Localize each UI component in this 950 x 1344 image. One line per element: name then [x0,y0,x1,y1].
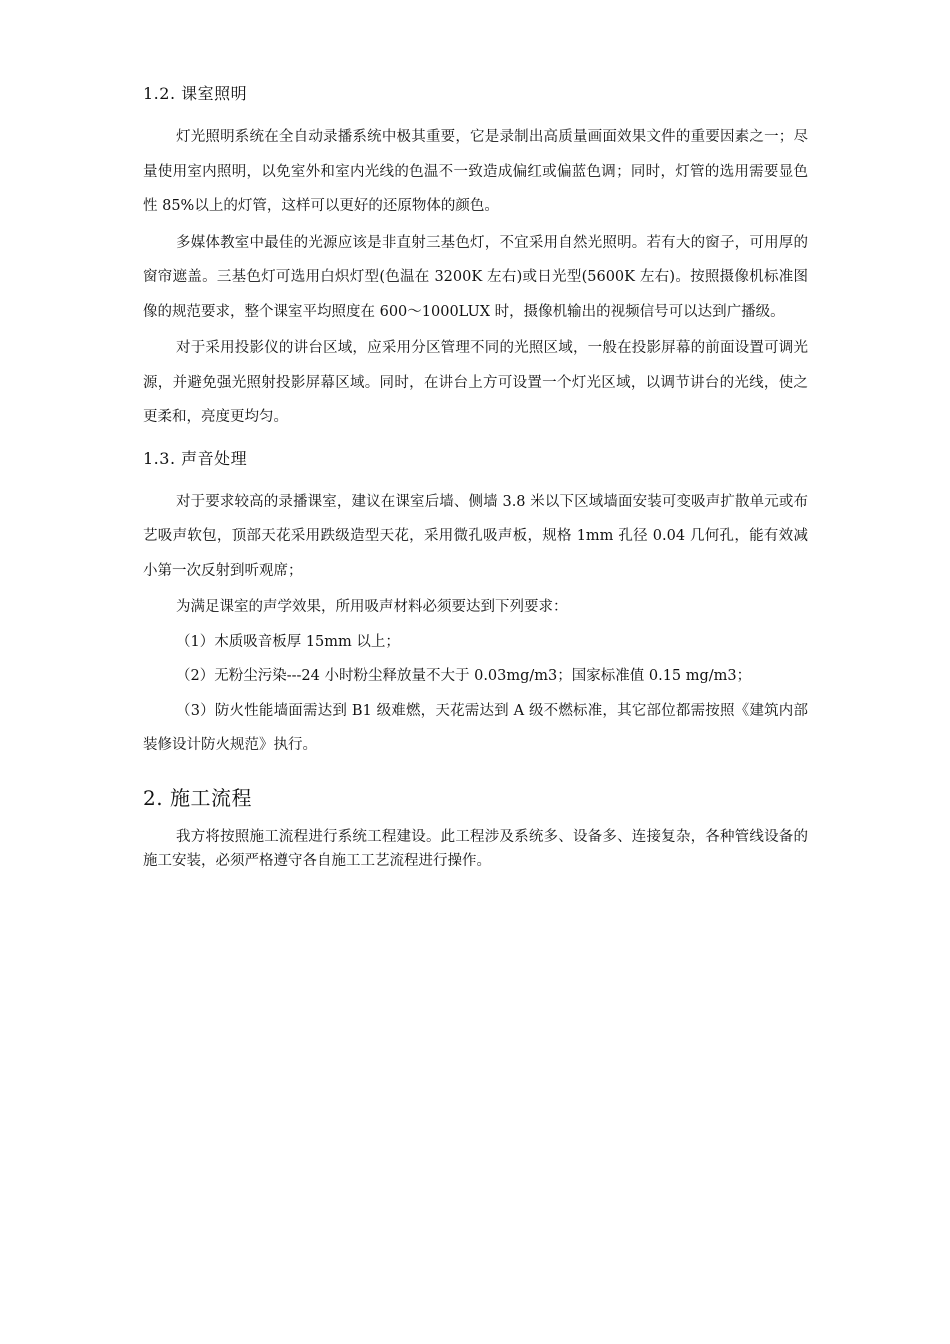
list-item-requirement-2: （2）无粉尘污染---24 小时粉尘释放量不大于 0.03mg/m3；国家标准值 0.15 mg/m3； [176,668,752,684]
section-heading-acoustics: 1.3. 声音处理 [143,448,248,468]
paragraph-lighting-3: 对于采用投影仪的讲台区域，应采用分区管理不同的光照区域，一般在投影屏幕的前面设置可调光源，并避免强光照射投影屏幕区域。同时，在讲台上方可设置一个灯光区域，以调节讲台的光线，使之更柔和，亮度更均匀。 [143,340,808,425]
paragraph-acoustics-2: 为满足课室的声学效果，所用吸声材料必须要达到下列要求： [176,599,568,615]
document-body [143,80,808,873]
list-item-requirement-1: （1）木质吸音板厚 15mm 以上； [176,633,400,650]
paragraph-lighting-1: 灯光照明系统在全自动录播系统中极其重要，它是录制出高质量画面效果文件的重要因素之一；尽量使用室内照明，以免室外和室内光线的色温不一致造成偏红或偏蓝色调；同时，灯管的选用需要显色性 85%以上的灯管，这样可以更好的还原物体的颜色。 [143,129,808,214]
paragraph-acoustics-1: 对于要求较高的录播课室，建议在课室后墙、侧墙 3.8 米以下区域墙面安装可变吸声扩散单元或布艺吸声软包，顶部天花采用跌级造型天花，采用微孔吸声板，规格 1mm 孔径 0.04 几何孔，能有效减小第一次反射到听观席； [143,493,808,579]
paragraph-lighting-2: 多媒体教室中最佳的光源应该是非直射三基色灯，不宜采用自然光照明。若有大的窗子，可用厚的窗帘遮盖。三基色灯可选用白炽灯型(色温在 3200K 左右)或日光型(5600K 左右)。按照摄像机标准图像的规范要求，整个课室平均照度在 600～1000LUX 时，摄像机输出的视频信号可以达到广播级。 [143,234,808,320]
list-item-requirement-3: （3）防火性能墙面需达到 B1 级难燃，天花需达到 A 级不燃标准，其它部位都需按照《建筑内部装修设计防火规范》执行。 [143,702,808,753]
section-heading-lighting: 1.2. 课室照明 [143,84,248,103]
section-heading-construction: 2. 施工流程 [143,785,252,810]
paragraph-construction-1: 我方将按照施工流程进行系统工程建设。此工程涉及系统多、设备多、连接复杂，各种管线设备的施工安装，必须严格遵守各自施工工艺流程进行操作。 [143,828,808,869]
